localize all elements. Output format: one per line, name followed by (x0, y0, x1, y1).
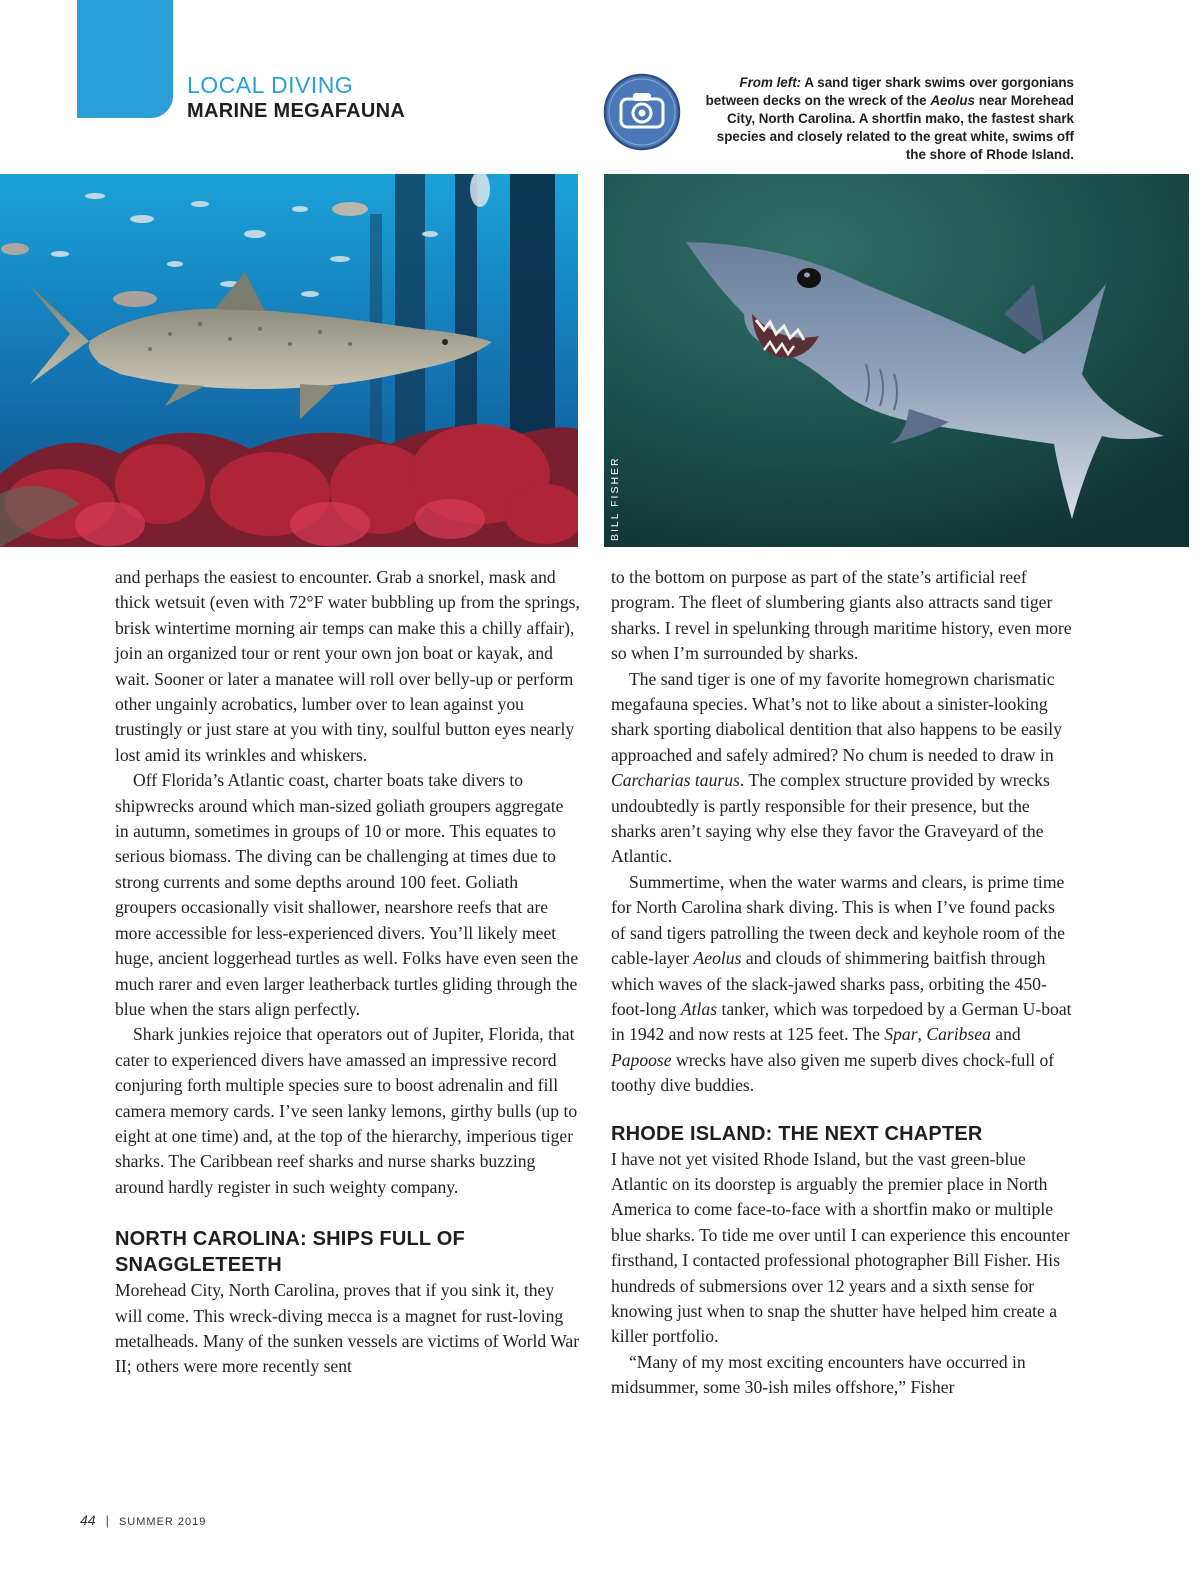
ship-name: Caribsea (926, 1024, 991, 1045)
section-heading-north-carolina: NORTH CAROLINA: SHIPS FULL OF SNAGGLETEETH (115, 1228, 465, 1277)
body-paragraph: Morehead City, North Carolina, proves that if you sink it, they will come. This wreck-diving mecca is a magnet for rust-loving metalheads. Many of the sunken vessels are victims of World War II; others were more recently sent (115, 1280, 580, 1377)
text-run: wrecks have also given me superb dives chock-full of toothy dive buddies. (611, 1049, 1055, 1096)
article-column-right (611, 565, 1073, 1401)
caption-text: A sand tiger shark swims over gorgonians between decks on the wreck of the (705, 75, 1074, 108)
body-paragraph: I have not yet visited Rhode Island, but the vast green-blue Atlantic on its doorstep is arguably the premier place in North America to come face-to-face with a shortfin mako or multiple blue sharks. To tide me over until I can experience this encounter firsthand, I contacted professional photographer Bill Fisher. His hundreds of submersions over 12 years and a sixth sense for knowing just when to snap the shutter have helped him create a killer portfolio. (611, 1148, 1070, 1347)
mako-shark-photo (604, 174, 1189, 547)
body-paragraph: “Many of my most exciting encounters have occurred in midsummer, some 30-ish miles offshore,” Fisher (611, 1351, 1026, 1398)
text-run: and clouds of shimmering baitfish through which waves of the slack-jawed sharks pass, orbiting the 450-foot-long (611, 948, 1047, 1019)
section-tab-accent (77, 0, 173, 118)
body-paragraph: to the bottom on purpose as part of the state’s artificial reef program. The fleet of slumbering giants also attracts sand tiger sharks. I revel in spelunking through maritime history, even more so when I’m surrounded by sharks. (611, 567, 1072, 664)
body-paragraph (611, 870, 1073, 1099)
section-title: MARINE MEGAFAUNA (187, 100, 406, 122)
footer-separator: | (105, 1513, 109, 1528)
sand-tiger-shark-photo (0, 174, 578, 547)
caption-text-2: near Morehead City, North Carolina. A shortfin mako, the fastest shark species and closely related to the great white, swims off the shore of Rhode Island. (716, 93, 1074, 162)
photo-caption (700, 74, 1074, 164)
text-run: and (990, 1024, 1021, 1045)
ship-name: Papoose (611, 1049, 672, 1070)
text-run: . The complex structure provided by wrecks undoubtedly is partly responsible for their presence, but the sharks aren’t saying why else they favor the Graveyard of the Atlantic. (611, 770, 1050, 867)
article-column-left (115, 565, 580, 1380)
camera-icon (603, 73, 681, 151)
page-number: 44 (80, 1512, 96, 1528)
section-kicker: LOCAL DIVING (187, 72, 354, 98)
caption-lead: From left: (739, 75, 802, 90)
text-run: , (917, 1024, 927, 1045)
caption-ship-name: Aeolus (930, 93, 976, 108)
page-footer (80, 1512, 206, 1528)
body-paragraph: and perhaps the easiest to encounter. Grab a snorkel, mask and thick wetsuit (even with 72°F water bubbling up from the springs, brisk wintertime morning air temps can make this a chilly affair), join an organized tour or rent your own jon boat or kayak, and wait. Sooner or later a manatee will roll over belly-up or perform other ungainly acrobatics, lumber over to lean against you trustingly or just stare at you with tiny, soulful button eyes nearly lost amid its wrinkles and whiskers. (115, 567, 580, 765)
text-run: tanker, which was torpedoed by a German U-boat in 1942 and now rests at 125 feet. The (611, 998, 1072, 1045)
text-run: The sand tiger is one of my favorite homegrown charismatic megafauna species. What’s not to like about a sinister-looking shark sporting diabolical dentition that also happens to be easily approached and safely admired? No chum is needed to draw in (611, 668, 1062, 765)
species-name: Carcharias taurus (611, 770, 740, 791)
ship-name: Atlas (680, 998, 718, 1019)
body-paragraph (611, 667, 1073, 870)
issue-label: SUMMER 2019 (118, 1516, 207, 1528)
section-heading-rhode-island: RHODE ISLAND: THE NEXT CHAPTER (611, 1122, 983, 1145)
body-paragraph: Off Florida’s Atlantic coast, charter boats take divers to shipwrecks around which man-sized goliath groupers aggregate in autumn, sometimes in groups of 10 or more. This equates to serious biomass. The diving can be challenging at times due to strong currents and some depths around 100 feet. Goliath groupers occasionally visit shallower, nearshore reefs that are more accessible for less-experienced divers. You’ll likely meet huge, ancient loggerhead turtles as well. Folks have even seen the much rarer and even larger leatherback turtles gliding through the blue when the stars align perfectly. (115, 770, 579, 1019)
ship-name: Aeolus (693, 948, 742, 969)
text-run: Summertime, when the water warms and clears, is prime time for North Carolina shark diving. This is when I’ve found packs of sand tigers patrolling the tween deck and keyhole room of the cable-layer (611, 871, 1065, 969)
photo-credit: BILL FISHER (609, 456, 621, 541)
body-paragraph: Shark junkies rejoice that operators out of Jupiter, Florida, that cater to experienced divers have amassed an impressive record conjuring forth multiple species sure to boost adrenalin and fill camera memory cards. I’ve seen lanky lemons, girthy bulls (up to eight at one time) and, at the top of the hierarchy, imperious tiger sharks. The Caribbean reef sharks and nurse sharks buzzing around hardly register in such weighty company. (115, 1024, 578, 1197)
ship-name: Spar (884, 1024, 918, 1045)
